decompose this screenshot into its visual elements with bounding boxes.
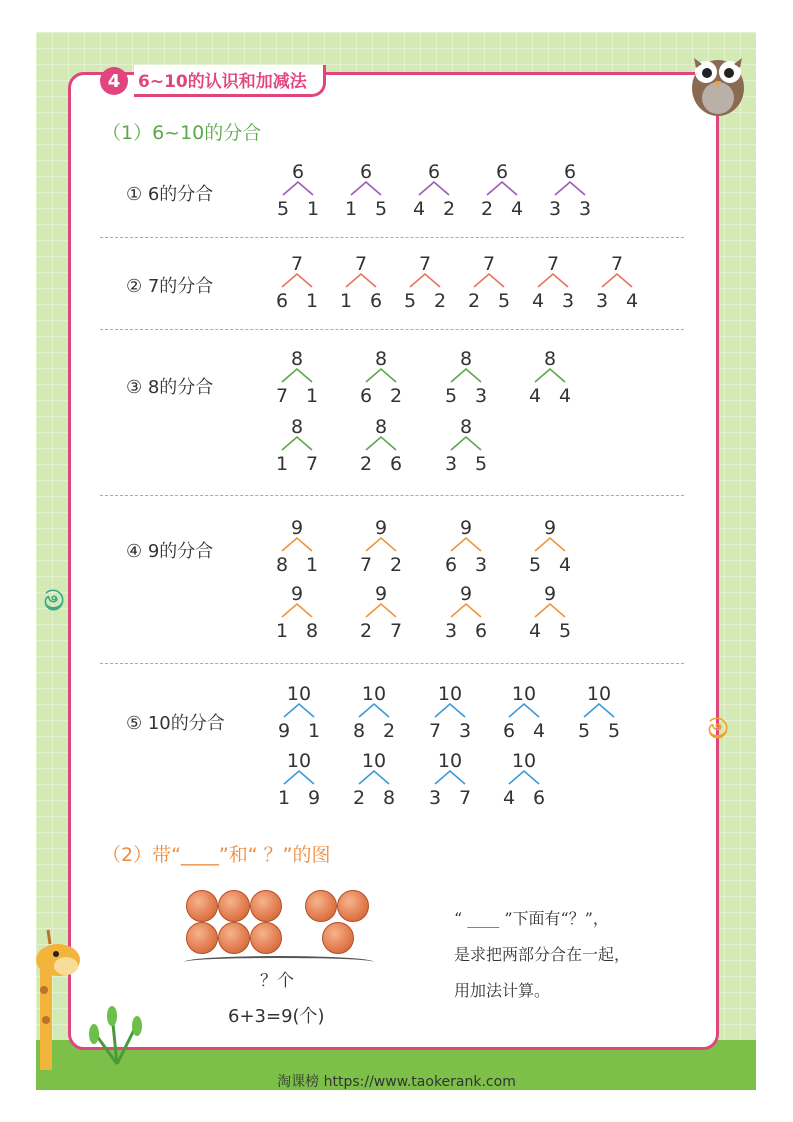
bond-part: 6 [359, 385, 373, 407]
bond-branch [282, 274, 312, 287]
footer-watermark: 淘课榜 https://www.taokerank.com [277, 1074, 516, 1090]
bond-whole: 8 [374, 416, 388, 438]
bond-part: 2 [480, 198, 494, 220]
bond-part: 3 [474, 385, 488, 407]
bond-part: 5 [558, 620, 572, 642]
bond-whole: 9 [374, 517, 388, 539]
bond-part: 2 [359, 453, 373, 475]
basketball [322, 922, 354, 954]
bond-branch [451, 369, 481, 382]
bond-part: 8 [275, 554, 289, 576]
bond-branch [359, 771, 389, 784]
bond-whole: 8 [374, 348, 388, 370]
basketball [305, 890, 337, 922]
bond-part: 7 [305, 453, 319, 475]
bond-whole: 9 [290, 517, 304, 539]
bond-branch [284, 771, 314, 784]
number-bond [360, 348, 402, 407]
bond-branch [366, 437, 396, 450]
bond-part: 2 [389, 385, 403, 407]
bond-part: 3 [444, 453, 458, 475]
bond-part: 1 [275, 453, 289, 475]
bond-part: 5 [444, 385, 458, 407]
swirl-icon: ම [44, 584, 65, 617]
bond-branch [535, 604, 565, 617]
bond-part: 3 [595, 290, 609, 312]
bond-part: 1 [307, 720, 321, 742]
number-bond [277, 161, 319, 220]
equation: 6+3=9(个) [228, 1006, 325, 1027]
number-bond [445, 517, 487, 576]
bond-branch [359, 704, 389, 717]
bond-part: 5 [276, 198, 290, 220]
bond-part: 1 [305, 290, 319, 312]
bond-branch [282, 538, 312, 551]
bond-part: 4 [558, 385, 572, 407]
bond-whole: 6 [563, 161, 577, 183]
number-bond [360, 416, 402, 475]
bond-branch [451, 604, 481, 617]
number-bond [549, 161, 591, 220]
bond-part: 8 [352, 720, 366, 742]
lesson-title-text: 6~10的认识和加减法 [134, 65, 326, 97]
plant-icon [82, 1004, 152, 1066]
basketball [186, 890, 218, 922]
bond-part: 4 [558, 554, 572, 576]
bond-part: 2 [389, 554, 403, 576]
bond-whole: 8 [290, 348, 304, 370]
number-bond [278, 750, 320, 809]
bond-branch [351, 182, 381, 195]
row-label-6: ① 6的分合 [126, 184, 214, 205]
bond-part: 2 [433, 290, 447, 312]
number-bond [578, 683, 620, 742]
basketball [337, 890, 369, 922]
bond-branch [282, 369, 312, 382]
number-bond [429, 750, 471, 809]
bond-whole: 8 [290, 416, 304, 438]
bond-branch [366, 538, 396, 551]
number-bond [445, 583, 487, 642]
bond-whole: 9 [543, 583, 557, 605]
bond-part: 7 [359, 554, 373, 576]
number-bond [429, 683, 471, 742]
bond-whole: 7 [418, 253, 432, 275]
bond-part: 6 [389, 453, 403, 475]
bond-part: 4 [412, 198, 426, 220]
bond-branch [509, 771, 539, 784]
bond-whole: 6 [427, 161, 441, 183]
bond-whole: 10 [286, 750, 312, 772]
bond-branch [602, 274, 632, 287]
bond-part: 6 [474, 620, 488, 642]
bond-branch [451, 538, 481, 551]
bond-part: 4 [528, 385, 542, 407]
bond-part: 2 [442, 198, 456, 220]
bond-part: 7 [389, 620, 403, 642]
bond-part: 1 [305, 554, 319, 576]
bond-part: 6 [532, 787, 546, 809]
basketball [250, 922, 282, 954]
bond-part: 5 [528, 554, 542, 576]
bond-branch [555, 182, 585, 195]
row-label-10: ⑤ 10的分合 [126, 713, 225, 734]
bond-whole: 6 [495, 161, 509, 183]
number-bond [353, 750, 395, 809]
bond-part: 2 [352, 787, 366, 809]
number-bond [278, 683, 320, 742]
bond-part: 4 [531, 290, 545, 312]
bond-part: 2 [467, 290, 481, 312]
bond-part: 7 [458, 787, 472, 809]
basketball [250, 890, 282, 922]
number-bond [503, 750, 545, 809]
bond-whole: 9 [543, 517, 557, 539]
bond-whole: 10 [511, 683, 537, 705]
number-bond [503, 683, 545, 742]
number-bond [529, 348, 571, 407]
bond-whole: 9 [290, 583, 304, 605]
bond-whole: 7 [610, 253, 624, 275]
bond-part: 1 [344, 198, 358, 220]
section2-heading: （2）带“____”和“ ？”的图 [102, 844, 331, 866]
question-label: ？个 [260, 971, 294, 991]
bond-part: 6 [502, 720, 516, 742]
bond-part: 5 [374, 198, 388, 220]
number-bond [413, 161, 455, 220]
bond-part: 3 [474, 554, 488, 576]
bond-branch [509, 704, 539, 717]
bond-whole: 10 [586, 683, 612, 705]
number-bond [445, 348, 487, 407]
number-bond [445, 416, 487, 475]
bond-whole: 7 [482, 253, 496, 275]
number-bond [360, 517, 402, 576]
bond-part: 5 [403, 290, 417, 312]
bond-branch [535, 369, 565, 382]
bond-whole: 10 [361, 750, 387, 772]
bond-part: 3 [444, 620, 458, 642]
bond-part: 3 [561, 290, 575, 312]
basketball [218, 922, 250, 954]
bond-whole: 9 [374, 583, 388, 605]
bond-part: 1 [339, 290, 353, 312]
giraffe-icon [30, 920, 86, 1070]
bond-part: 2 [382, 720, 396, 742]
row-label-9: ④ 9的分合 [126, 541, 214, 562]
bond-whole: 10 [511, 750, 537, 772]
bond-whole: 8 [459, 416, 473, 438]
number-bond [532, 253, 574, 312]
bond-part: 2 [359, 620, 373, 642]
bond-part: 6 [275, 290, 289, 312]
bond-whole: 10 [361, 683, 387, 705]
bond-branch [282, 437, 312, 450]
bond-part: 1 [277, 787, 291, 809]
bond-part: 4 [502, 787, 516, 809]
number-bond [276, 583, 318, 642]
bond-part: 3 [548, 198, 562, 220]
number-bond [345, 161, 387, 220]
bond-branch [282, 604, 312, 617]
bond-part: 6 [369, 290, 383, 312]
bond-part: 8 [382, 787, 396, 809]
bond-part: 4 [625, 290, 639, 312]
bond-part: 1 [275, 620, 289, 642]
bond-part: 6 [444, 554, 458, 576]
bond-part: 8 [305, 620, 319, 642]
note-line-2: 是求把两部分合在一起， [454, 945, 631, 964]
bond-branch [535, 538, 565, 551]
bond-branch [419, 182, 449, 195]
basketball [186, 922, 218, 954]
bond-part: 5 [497, 290, 511, 312]
bond-part: 3 [428, 787, 442, 809]
bond-branch [435, 771, 465, 784]
bond-whole: 6 [291, 161, 305, 183]
bond-whole: 10 [437, 683, 463, 705]
number-bond [596, 253, 638, 312]
bond-whole: 10 [286, 683, 312, 705]
bond-branch [283, 182, 313, 195]
row-label-7: ② 7的分合 [126, 276, 214, 297]
note-line-3: 用加法计算。 [454, 981, 551, 1000]
lesson-number: 4 [100, 67, 128, 95]
bond-branch [538, 274, 568, 287]
bond-whole: 7 [354, 253, 368, 275]
bond-part: 4 [528, 620, 542, 642]
number-bond [276, 253, 318, 312]
bond-part: 1 [306, 198, 320, 220]
number-bond [404, 253, 446, 312]
swirl-icon: ම [708, 712, 729, 745]
bond-branch [410, 274, 440, 287]
basketball [218, 890, 250, 922]
bond-branch [366, 604, 396, 617]
bond-branch [366, 369, 396, 382]
bond-part: 4 [532, 720, 546, 742]
bond-part: 3 [458, 720, 472, 742]
number-bond [468, 253, 510, 312]
number-bond [276, 416, 318, 475]
bond-branch [435, 704, 465, 717]
number-bond [276, 348, 318, 407]
bond-part: 5 [607, 720, 621, 742]
bond-branch [584, 704, 614, 717]
bond-whole: 10 [437, 750, 463, 772]
bond-part: 1 [305, 385, 319, 407]
bond-branch [474, 274, 504, 287]
number-bond [340, 253, 382, 312]
section1-heading: （1）6~10的分合 [102, 122, 262, 144]
bond-branch [451, 437, 481, 450]
bond-whole: 8 [543, 348, 557, 370]
number-bond [481, 161, 523, 220]
bond-part: 5 [474, 453, 488, 475]
bond-part: 7 [275, 385, 289, 407]
bond-branch [487, 182, 517, 195]
bond-part: 7 [428, 720, 442, 742]
number-bond [276, 517, 318, 576]
bond-part: 3 [578, 198, 592, 220]
bond-part: 9 [307, 787, 321, 809]
number-bond [529, 517, 571, 576]
bond-whole: 6 [359, 161, 373, 183]
row-label-8: ③ 8的分合 [126, 377, 214, 398]
bond-part: 9 [277, 720, 291, 742]
bond-whole: 7 [546, 253, 560, 275]
bond-branch [346, 274, 376, 287]
bond-whole: 7 [290, 253, 304, 275]
note-line-1: “ ____ ”下面有“？”， [454, 909, 609, 928]
bond-whole: 9 [459, 517, 473, 539]
bond-whole: 9 [459, 583, 473, 605]
number-bond [529, 583, 571, 642]
number-bond [353, 683, 395, 742]
bond-part: 5 [577, 720, 591, 742]
bond-whole: 8 [459, 348, 473, 370]
number-bond [360, 583, 402, 642]
bond-branch [284, 704, 314, 717]
bond-part: 4 [510, 198, 524, 220]
